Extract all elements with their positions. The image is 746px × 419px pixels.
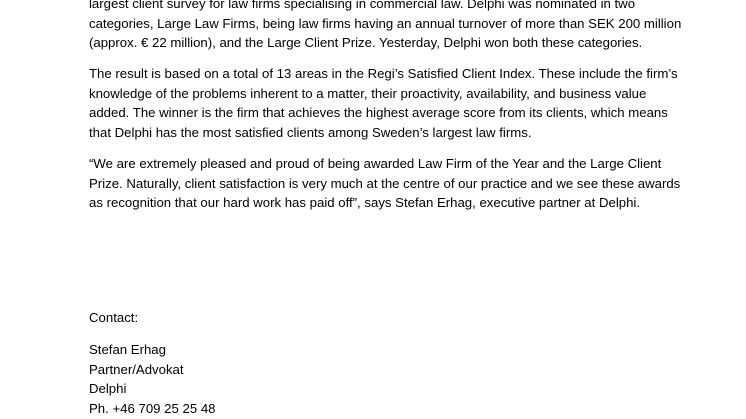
paragraph-result (89, 64, 678, 142)
contact-name: Stefan Erhag (89, 342, 166, 357)
contact-company: Delphi (89, 381, 127, 397)
text-line: “We are extremely pleased and proud of being awarded Law Firm of the Year and the Large Client (89, 156, 662, 171)
paragraph-quote (89, 154, 681, 213)
text-line: Prize. Naturally, client satisfaction is very much at the centre of our practice and we see these awards (89, 175, 681, 191)
text-line: as recognition that our hard work has paid off”, says Stefan Erhag, executive partner at Delphi. (89, 195, 641, 211)
contact-details (89, 340, 664, 418)
text-line: categories, Large Law Firms, being law firms having an annual turnover of more than SEK 200 million (89, 15, 682, 31)
text-line: added. The winner is the firm that achieves the highest average score from its clients, which means (89, 105, 668, 121)
text-line: (approx. € 22 million), and the Large Client Prize. Yesterday, Delphi won both these categories. (89, 35, 643, 51)
text-line: The result is based on a total of 13 areas in the Regi’s Satisfied Client Index. These include the firm’s (89, 66, 678, 81)
contact-phone: Ph. +46 709 25 25 48 (89, 400, 216, 416)
text-line: that Delphi has the most satisfied clients among Sweden’s largest law firms. (89, 124, 532, 140)
contact-heading (89, 308, 664, 328)
text-line: knowledge of the problems inherent to a matter, their proactivity, availability, and business value (89, 85, 647, 101)
paragraph-nomination (89, 0, 682, 53)
contact-label: Contact: (89, 310, 139, 325)
text-line: largest client survey for law firms specialising in commercial law. Delphi was nominated in two (89, 0, 636, 11)
contact-title: Partner/Advokat (89, 361, 184, 377)
